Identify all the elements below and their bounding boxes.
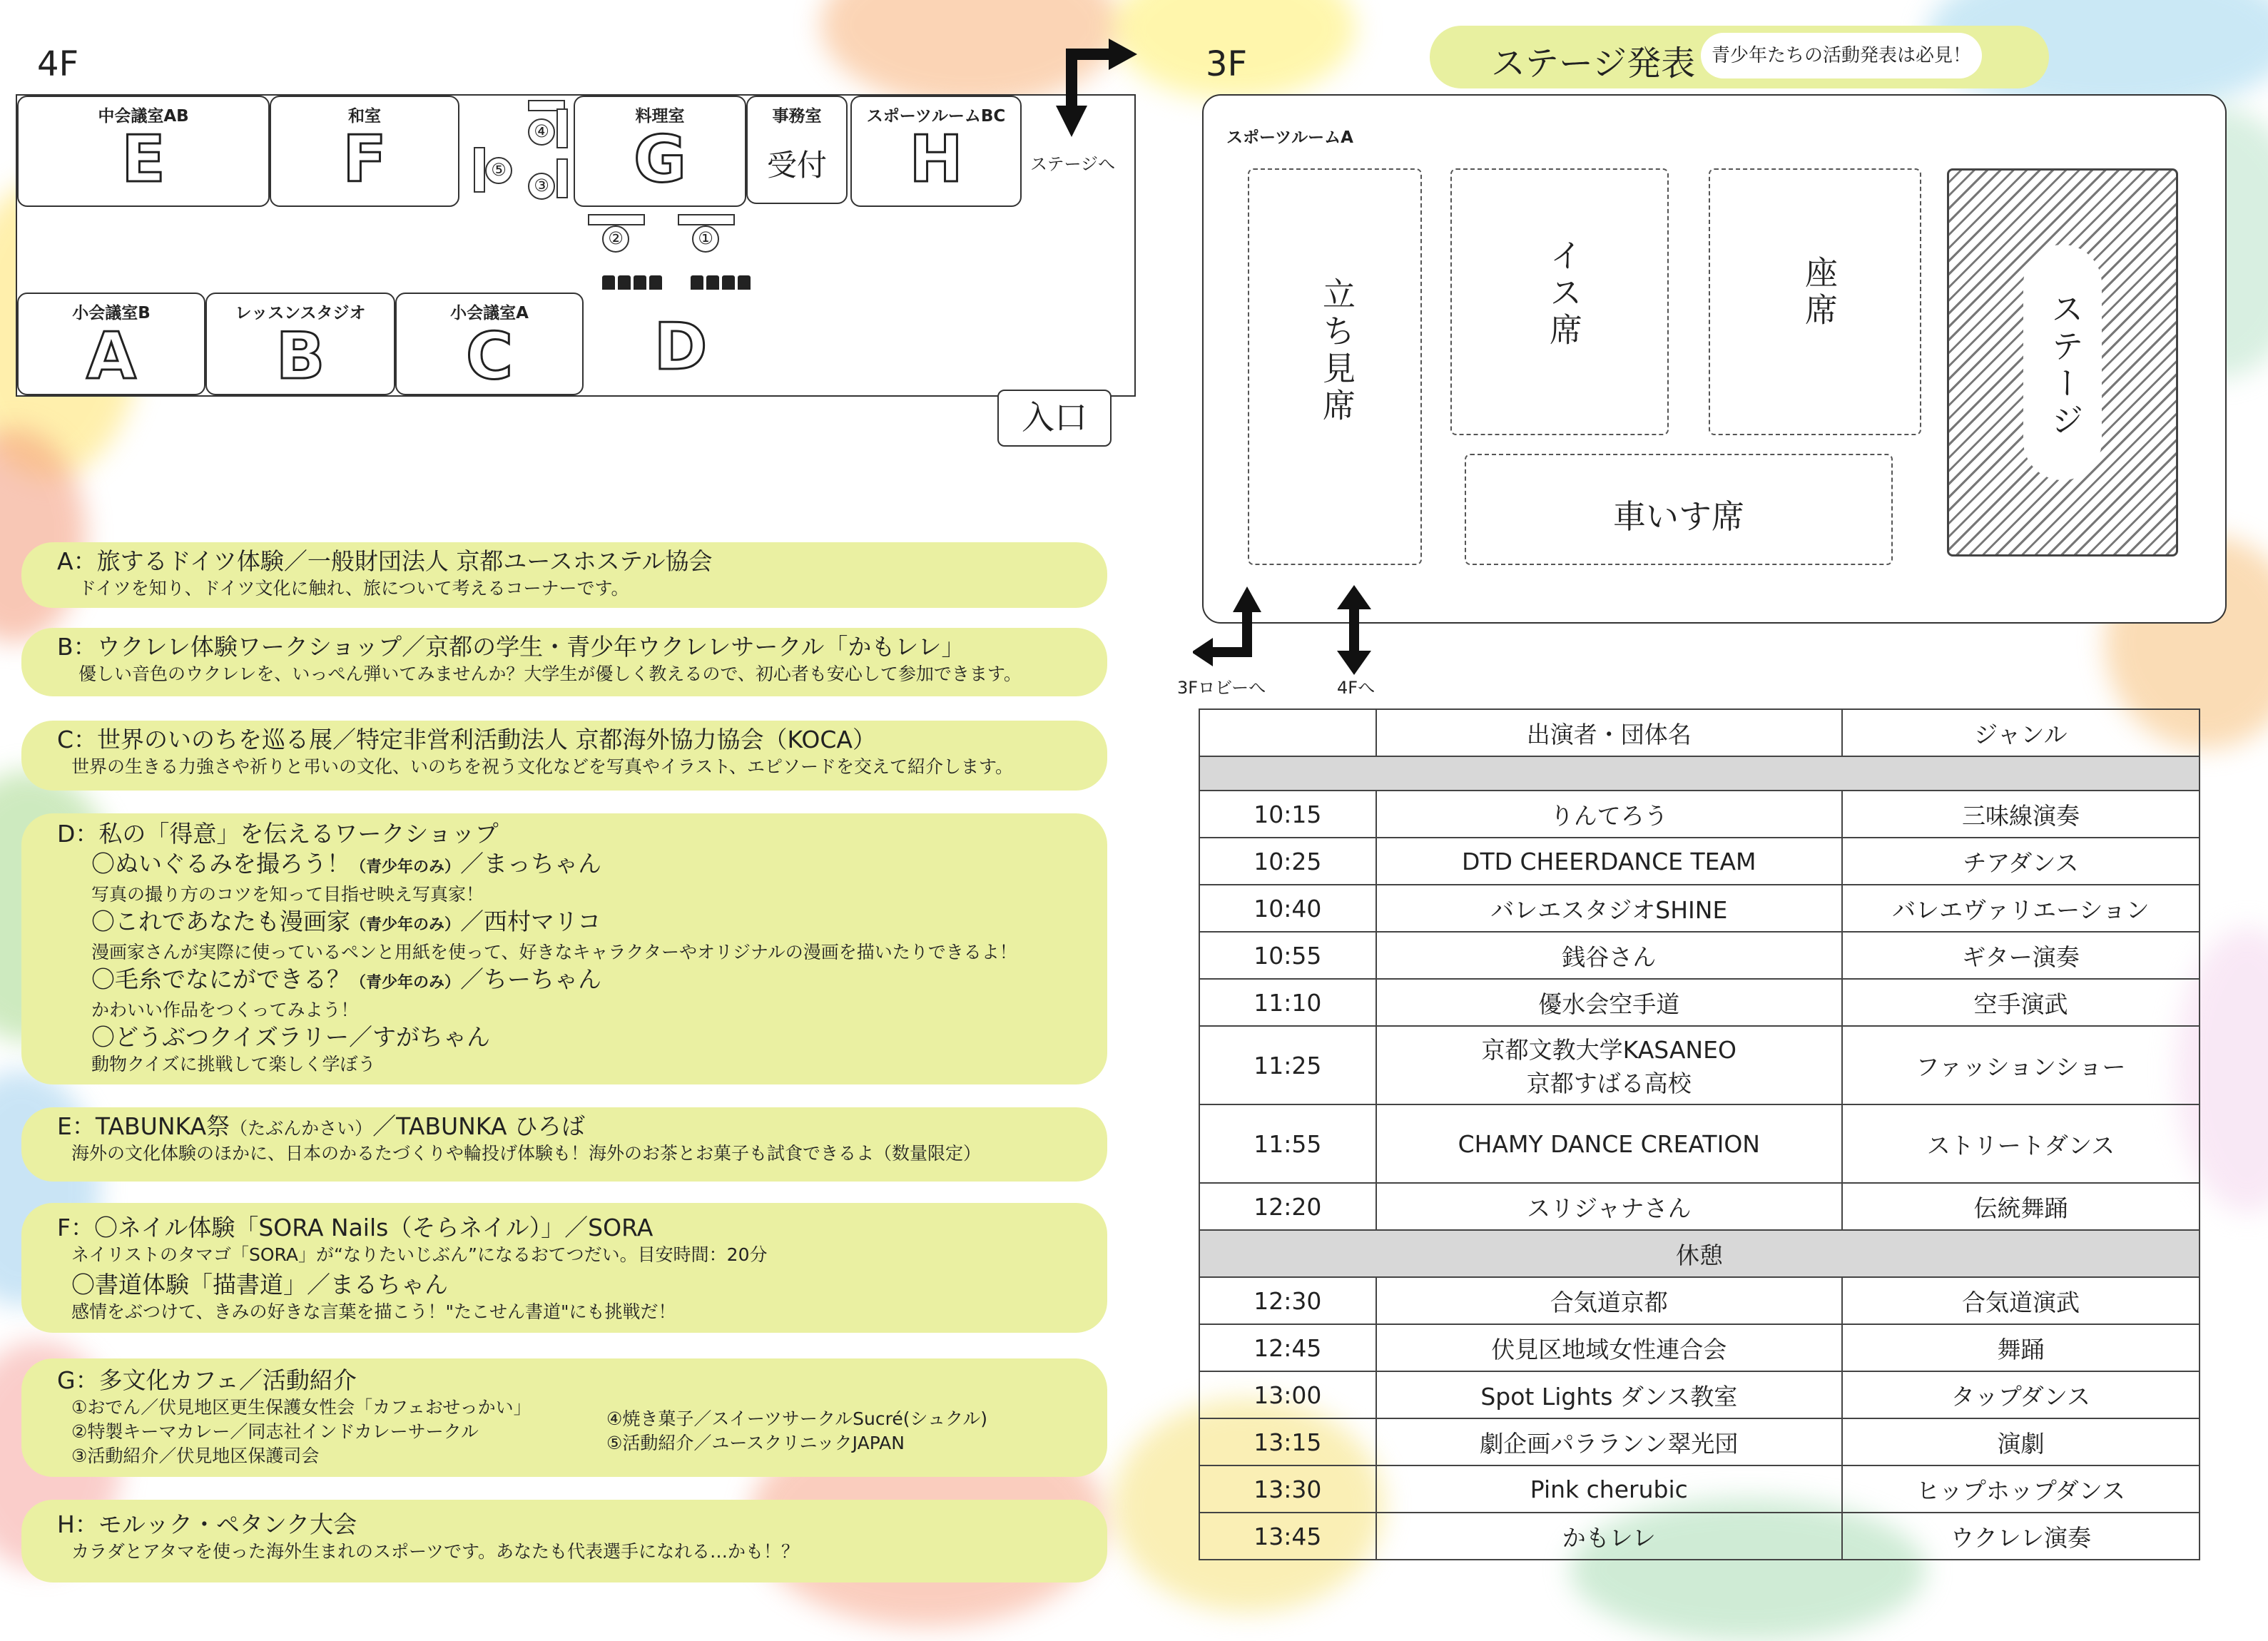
- schedule-performer: [1376, 885, 1842, 932]
- room-g-letter: G: [634, 122, 686, 197]
- program-a-title: A：旅するドイツ体験／一般財団法人 京都ユースホステル協会: [57, 547, 713, 575]
- stage-arrow-icon: [1049, 37, 1141, 144]
- schedule-row: [1199, 1277, 2200, 1324]
- program-h-title: H：モルック・ペタンク大会: [57, 1510, 357, 1538]
- room-office-name: 事務室: [772, 107, 822, 126]
- schedule-time: 12:30: [1199, 1277, 1376, 1324]
- schedule-genre: 舞踊: [1842, 1324, 2200, 1371]
- floor-4f-label: 4F: [37, 44, 79, 84]
- schedule-time: 13:30: [1199, 1465, 1376, 1513]
- room-f-letter: F: [342, 122, 387, 197]
- schedule-time: 12:45: [1199, 1324, 1376, 1371]
- schedule-genre: 三味線演奏: [1842, 791, 2200, 838]
- program-d: [21, 813, 1107, 1084]
- sports-room-a-map: [1202, 94, 2227, 624]
- schedule-row: [1199, 932, 2200, 979]
- entrance[interactable]: 入口: [997, 390, 1112, 447]
- seat-icon: [691, 275, 703, 290]
- program-b-title: B：ウクレレ体験ワークショップ／京都の学生・青少年ウクレレサークル「かもレレ」: [57, 633, 965, 661]
- performer-name: 銭谷さん: [1562, 943, 1657, 971]
- seat-icon: [706, 275, 719, 290]
- program-c: [21, 721, 1107, 791]
- schedule-performer: [1376, 791, 1842, 838]
- schedule-performer: [1376, 838, 1842, 885]
- performer-name: りんてろう: [1550, 801, 1668, 830]
- schedule-row: [1199, 1183, 2200, 1230]
- schedule-row: [1199, 1026, 2200, 1104]
- room-e-letter: E: [121, 122, 166, 197]
- schedule-time: 11:25: [1199, 1026, 1376, 1104]
- program-b: [21, 628, 1107, 696]
- floor-seats-label: 座席: [1800, 255, 1839, 330]
- schedule-genre: 伝統舞踊: [1842, 1183, 2200, 1230]
- program-g-line1: ①おでん／伏見地区更生保護女性会「カフェおせっかい」: [71, 1397, 532, 1418]
- schedule-genre: バレエヴァリエーション: [1842, 885, 2200, 932]
- room-b-letter: B: [275, 319, 325, 394]
- booth-table: [556, 158, 568, 198]
- booth-table: [678, 214, 735, 225]
- program-d-title: D：私の「得意」を伝えるワークショップ: [57, 820, 499, 848]
- schedule-genre: 演劇: [1842, 1418, 2200, 1465]
- schedule-time: 10:15: [1199, 791, 1376, 838]
- exit-4f-label[interactable]: 4Fへ: [1337, 678, 1375, 698]
- schedule-row: [1199, 979, 2200, 1026]
- schedule-genre: チアダンス: [1842, 838, 2200, 885]
- performer-name: バレエスタジオSHINE: [1490, 895, 1728, 924]
- program-h-desc: カラダとアタマを使った海外生まれのスポーツです。あなたも代表選手になれる…かも！？: [71, 1541, 800, 1562]
- schedule-row: [1199, 885, 2200, 932]
- program-e-title: E：TABUNKA祭: [57, 1112, 230, 1140]
- performer-name: Pink cherubic: [1530, 1475, 1688, 1503]
- stage-area[interactable]: [1947, 168, 2178, 557]
- room-g[interactable]: [574, 96, 746, 207]
- schedule-time: 13:45: [1199, 1513, 1376, 1560]
- program-f-item2-title: 〇書道体験「描書道」／まるちゃん: [71, 1271, 448, 1299]
- room-h[interactable]: [850, 96, 1022, 207]
- schedule-genre: ストリートダンス: [1842, 1104, 2200, 1183]
- booth-table: [474, 147, 485, 193]
- performer-name: 優水会空手道: [1538, 990, 1680, 1018]
- program-b-desc: 優しい音色のウクレレを、いっぺん弾いてみませんか？大学生が優しく教えるので、初心者も安心して参加できます。: [78, 664, 1022, 684]
- program-d-item2-by: ／西村マリコ: [460, 908, 601, 935]
- schedule-break-row: [1199, 1230, 2200, 1277]
- booth-2: ②: [602, 225, 629, 253]
- schedule-genre: 空手演武: [1842, 979, 2200, 1026]
- schedule-time: 11:55: [1199, 1104, 1376, 1183]
- room-name: スポーツルームA: [1226, 128, 1353, 147]
- program-f-desc: ネイリストのタマゴ「SORA」が“なりたいじぶん”になるおてつだい。目安時間：20分: [71, 1244, 768, 1265]
- booth-table: [588, 214, 645, 225]
- wheelchair-area[interactable]: [1465, 454, 1893, 565]
- schedule-performer: [1376, 1371, 1842, 1418]
- schedule-row: [1199, 838, 2200, 885]
- wheelchair-label: 車いす席: [1613, 497, 1744, 536]
- performer-name-2: 京都すばる高校: [1526, 1070, 1692, 1097]
- program-f-title: F：〇ネイル体験「SORA Nails（そらネイル）」／SORA: [57, 1214, 654, 1241]
- program-d-item1-title: 〇ぬいぐるみを撮ろう！: [91, 850, 350, 878]
- program-a: [21, 542, 1107, 608]
- schedule-row: [1199, 1104, 2200, 1183]
- room-g-name: 料理室: [635, 107, 685, 126]
- performer-name: Spot Lights ダンス教室: [1480, 1382, 1738, 1411]
- room-b[interactable]: [205, 293, 395, 395]
- stage-schedule-table: [1199, 708, 2200, 1560]
- chair-seats-area[interactable]: [1450, 168, 1669, 435]
- schedule-row: [1199, 1418, 2200, 1465]
- schedule-performer: [1376, 1513, 1842, 1560]
- room-a[interactable]: [17, 293, 205, 395]
- seat-icon: [722, 275, 735, 290]
- reception-label: 受付: [766, 148, 827, 183]
- program-g-line2: ②特製キーマカレー／同志社インドカレーサークル: [71, 1421, 479, 1442]
- program-d-item2-note: （青少年のみ）: [350, 916, 461, 934]
- program-g-line4: ④焼き菓子／スイーツサークルSucré(シュクル): [606, 1408, 987, 1429]
- schedule-time: 12:20: [1199, 1183, 1376, 1230]
- area-d-letter: D: [654, 310, 708, 385]
- program-c-desc: 世界の生きる力強さや祈りと弔いの文化、いのちを祝う文化などを写真やイラスト、エピソードを交えて紹介します。: [71, 756, 1014, 777]
- program-h: [21, 1500, 1107, 1582]
- performer-name: 合気道京都: [1550, 1288, 1668, 1316]
- schedule-genre: ギター演奏: [1842, 932, 2200, 979]
- program-a-desc: ドイツを知り、ドイツ文化に触れ、旅について考えるコーナーです。: [78, 578, 629, 599]
- performer-name: かもレレ: [1562, 1523, 1656, 1552]
- schedule-time: 10:40: [1199, 885, 1376, 932]
- schedule-header-row: [1199, 709, 2200, 756]
- seat-icon: [602, 275, 615, 290]
- performer-name: 伏見区地域女性連合会: [1491, 1335, 1727, 1363]
- program-d-item3-by: ／ちーちゃん: [460, 965, 602, 993]
- schedule-performer: [1376, 1418, 1842, 1465]
- room-c-letter: C: [465, 319, 514, 394]
- room-e-name: 中会議室AB: [98, 107, 189, 126]
- schedule-performer: [1376, 979, 1842, 1026]
- program-d-item1-note: （青少年のみ）: [350, 858, 461, 876]
- stage-label: ステージ: [2046, 292, 2085, 440]
- booth-5: ⑤: [485, 157, 512, 184]
- program-e: [21, 1107, 1107, 1182]
- standing-area[interactable]: [1248, 168, 1422, 565]
- program-e-desc: 海外の文化体験のほかに、日本のかるたづくりや輪投げ体験も！海外のお茶とお菓子も試食できるよ（数量限定）: [71, 1143, 982, 1164]
- schedule-time: 13:15: [1199, 1418, 1376, 1465]
- program-d-item2-desc: 漫画家さんが実際に使っているペンと用紙を使って、好きなキャラクターやオリジナルの漫画を描いたりできるよ！: [91, 942, 1017, 962]
- booth-4: ④: [528, 118, 555, 146]
- room-c[interactable]: [395, 293, 584, 395]
- schedule-performer: [1376, 1324, 1842, 1371]
- booth-3: ③: [528, 173, 555, 200]
- room-h-letter: H: [909, 122, 963, 197]
- schedule-row: [1199, 791, 2200, 838]
- room-c-name: 小会議室A: [450, 304, 529, 322]
- program-g-line3: ③活動紹介／伏見地区保護司会: [71, 1446, 320, 1466]
- seat-icon: [738, 275, 751, 290]
- program-e-reading: （たぶんかさい）: [230, 1118, 373, 1139]
- performer-name: DTD CHEERDANCE TEAM: [1462, 847, 1756, 875]
- schedule-row: [1199, 1513, 2200, 1560]
- program-c-title: C：世界のいのちを巡る展／特定非営利活動法人 京都海外協力協会（KOCA）: [57, 726, 876, 753]
- seat-icon: [618, 275, 631, 290]
- floor-3f-label: 3F: [1206, 44, 1248, 84]
- schedule-time: 13:00: [1199, 1371, 1376, 1418]
- schedule-performer: [1376, 1465, 1842, 1513]
- schedule-genre: ファッションショー: [1842, 1026, 2200, 1104]
- performer-name: スリジャナさん: [1527, 1194, 1692, 1222]
- schedule-performer: [1376, 1026, 1842, 1104]
- program-d-item3-title: 〇毛糸でなにができる？: [91, 965, 350, 993]
- schedule-gray-row: [1199, 756, 2200, 791]
- program-d-item1-desc: 写真の撮り方のコツを知って目指せ映え写真家！: [91, 884, 484, 905]
- schedule-genre: タップダンス: [1842, 1371, 2200, 1418]
- stage-subtitle: 青少年たちの活動発表は必見！: [1701, 33, 1982, 78]
- schedule-row: [1199, 1324, 2200, 1371]
- schedule-time: 11:10: [1199, 979, 1376, 1026]
- program-f-item2-desc: 感情をぶつけて、きみの好きな言葉を描こう！"たこせん書道"にも挑戦だ！: [71, 1301, 676, 1322]
- exit-lobby-label[interactable]: 3Fロビーへ: [1177, 678, 1266, 698]
- schedule-time: 10:55: [1199, 932, 1376, 979]
- program-e-title2: ／TABUNKA ひろば: [372, 1112, 585, 1140]
- seat-icon: [634, 275, 646, 290]
- room-a-letter: A: [86, 319, 136, 394]
- schedule-performer: [1376, 1104, 1842, 1183]
- room-b-name: レッスンスタジオ: [235, 304, 366, 322]
- schedule-genre: 合気道演武: [1842, 1277, 2200, 1324]
- stage-link-label[interactable]: ステージへ: [1030, 154, 1116, 174]
- seat-icon: [649, 275, 662, 290]
- schedule-performer: [1376, 932, 1842, 979]
- stage-title: ステージ発表: [1491, 44, 1696, 83]
- schedule-performer: [1376, 1277, 1842, 1324]
- chair-seats-label: イス席: [1545, 238, 1583, 350]
- room-f-name: 和室: [348, 107, 381, 126]
- room-h-name: スポーツルームBC: [866, 107, 1006, 126]
- program-d-item2-title: 〇これであなたも漫画家: [91, 908, 350, 935]
- program-g: [21, 1358, 1107, 1477]
- stage-title-pill: [1430, 26, 2049, 88]
- schedule-time: 10:25: [1199, 838, 1376, 885]
- schedule-header-name: 出演者・団体名: [1376, 709, 1842, 756]
- break-label: 休憩: [1199, 1230, 2200, 1277]
- schedule-genre: ヒップホップダンス: [1842, 1465, 2200, 1513]
- room-f[interactable]: [270, 96, 459, 207]
- performer-name: 劇企画パラランン翠光団: [1480, 1429, 1739, 1458]
- program-g-line5: ⑤活動紹介／ユースクリニックJAPAN: [606, 1433, 905, 1453]
- schedule-performer: [1376, 1183, 1842, 1230]
- floor4-arrow-icon: [1334, 584, 1374, 676]
- booth-table: [556, 108, 568, 148]
- standing-area-label: 立ち見席: [1318, 277, 1356, 425]
- schedule-genre: ウクレレ演奏: [1842, 1513, 2200, 1560]
- program-d-item3-desc: かわいい作品をつくってみよう！: [91, 1000, 359, 1020]
- program-d-item4-title: 〇どうぶつクイズラリー／すがちゃん: [91, 1023, 491, 1051]
- booth-1: ①: [692, 225, 719, 253]
- schedule-header-genre: ジャンル: [1842, 709, 2200, 756]
- room-a-name: 小会議室B: [72, 304, 151, 322]
- performer-name: CHAMY DANCE CREATION: [1458, 1129, 1760, 1158]
- schedule-row: [1199, 1465, 2200, 1513]
- program-d-item1-by: ／まっちゃん: [460, 850, 602, 878]
- performer-name: 京都文教大学KASANEO: [1481, 1036, 1736, 1064]
- schedule-row: [1199, 1371, 2200, 1418]
- schedule-header-time: [1199, 709, 1376, 756]
- floor-4f-map: [16, 94, 1136, 397]
- program-d-item3-note: （青少年のみ）: [350, 974, 461, 992]
- program-g-title: G：多文化カフェ／活動紹介: [57, 1366, 357, 1394]
- program-d-item4-desc: 動物クイズに挑戦して楽しく学ぼう: [91, 1054, 376, 1074]
- room-office[interactable]: [746, 96, 848, 204]
- program-f: [21, 1203, 1107, 1333]
- room-e[interactable]: [17, 96, 270, 207]
- floor-seats-area[interactable]: [1709, 168, 1921, 435]
- area-d[interactable]: [631, 310, 731, 395]
- lobby-arrow-icon: [1193, 584, 1264, 676]
